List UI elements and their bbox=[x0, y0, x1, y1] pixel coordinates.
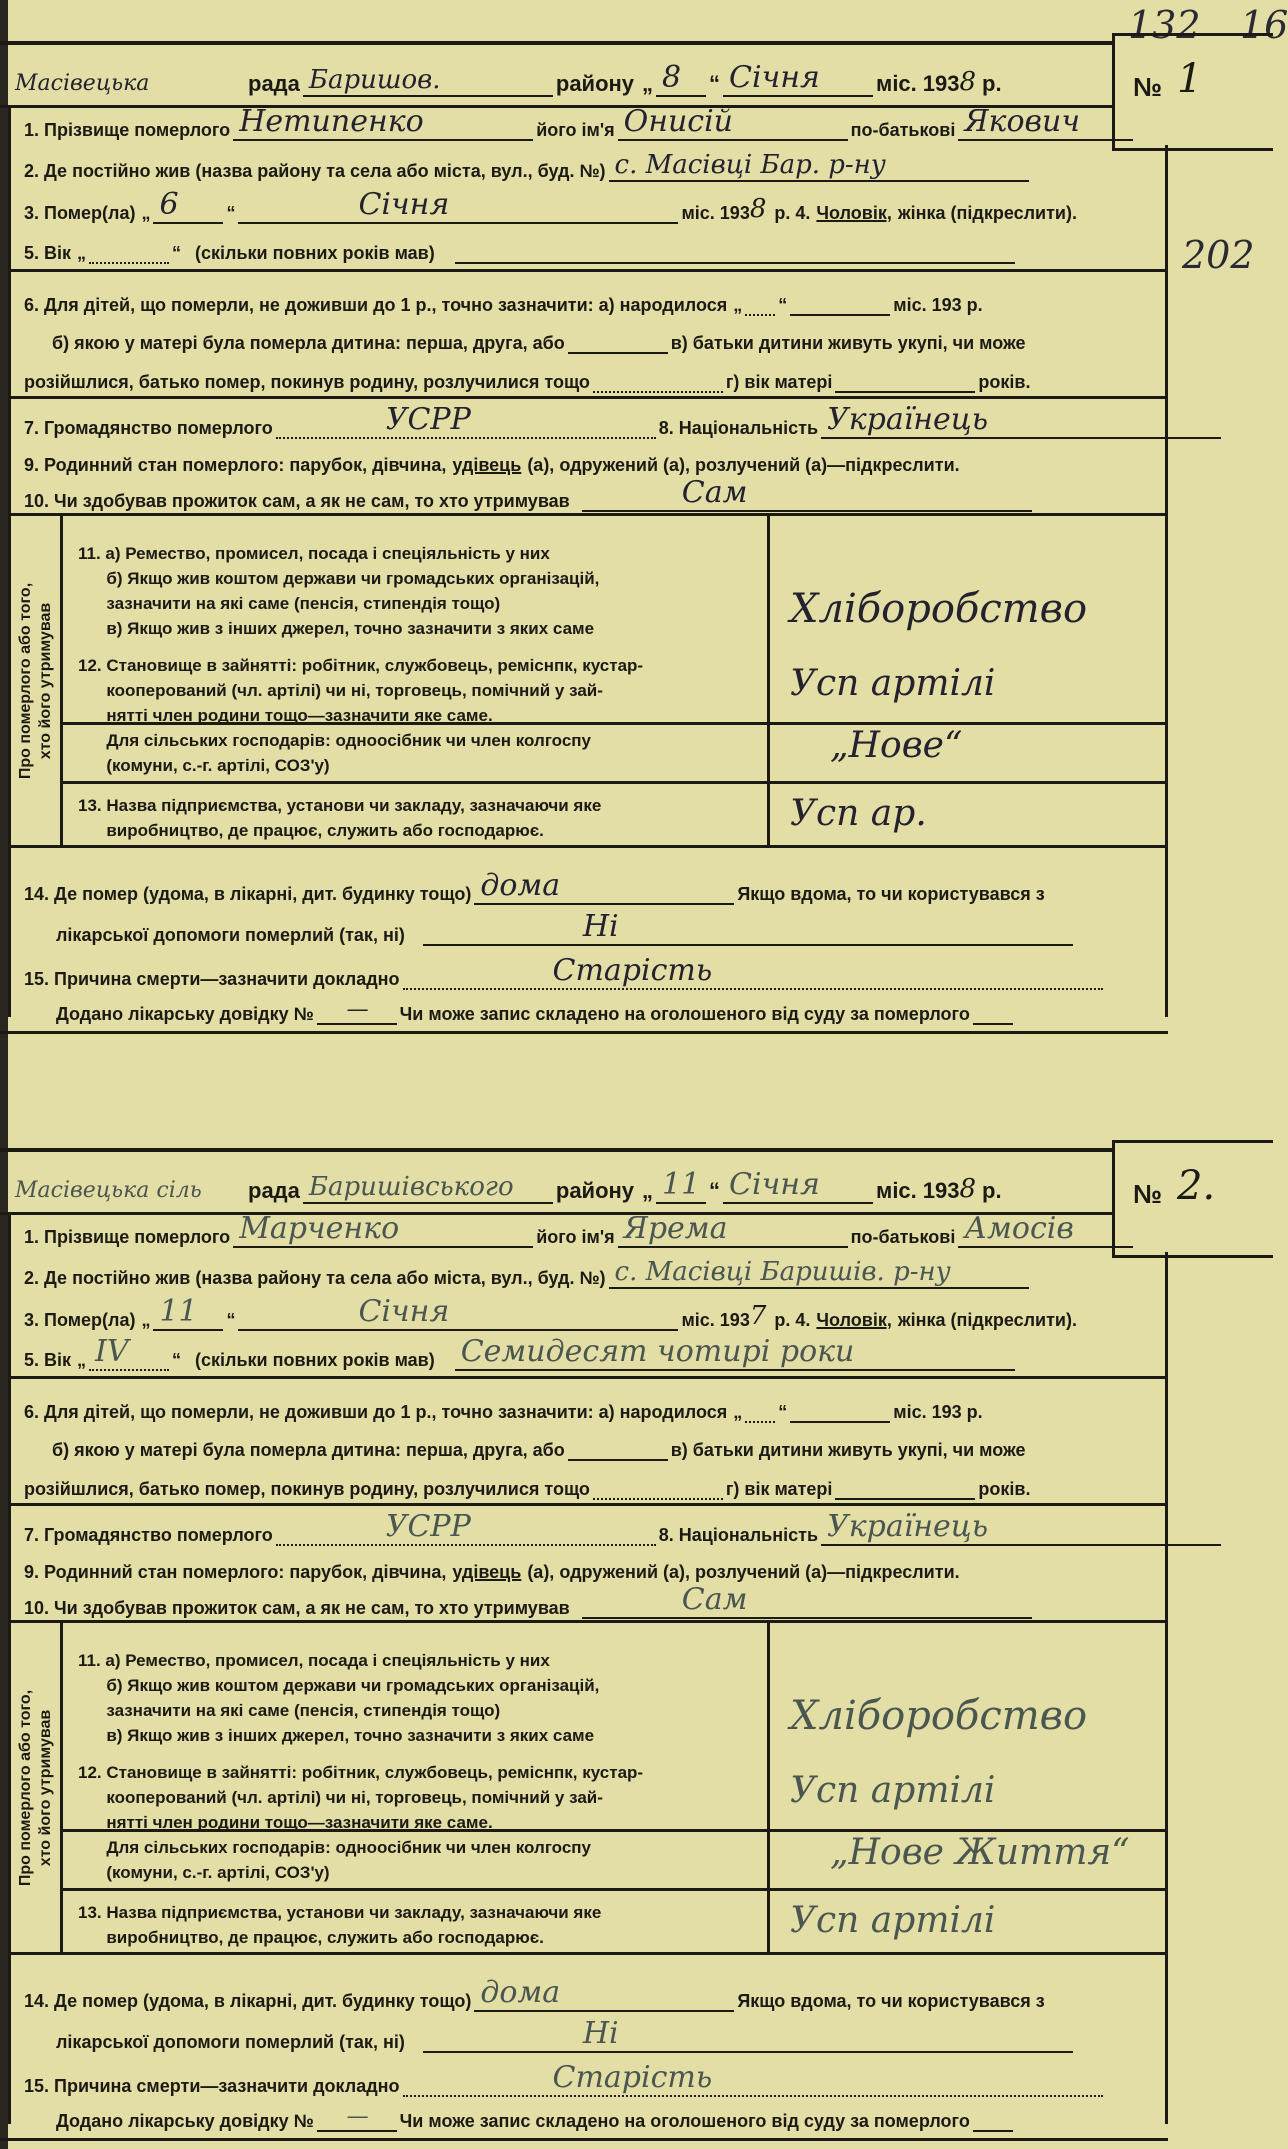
page-number-note: 132 bbox=[1128, 3, 1201, 47]
rada-label: рада bbox=[248, 71, 300, 96]
death-place-label: 14. Де помер (удома, в лікарні, дит. будинку тощо) bbox=[24, 884, 472, 904]
age-note: (скільки повних років мав) bbox=[195, 1350, 435, 1370]
residence-value: с. Масівці Баришів. р-ну bbox=[614, 1257, 951, 1287]
cause-label: 15. Причина смерти—зазначити докладно bbox=[24, 2076, 400, 2096]
quote: „ bbox=[733, 1402, 743, 1422]
nationality-value: Українець bbox=[827, 402, 989, 437]
citizenship-label: 7. Громадянство померлого bbox=[24, 1525, 273, 1545]
years-label: років. bbox=[978, 372, 1031, 392]
death-month-value: Січня bbox=[358, 187, 450, 222]
death-year-label: міс. 193 bbox=[681, 203, 750, 223]
row-marital bbox=[24, 448, 960, 476]
death-year-digit: 8 bbox=[749, 194, 767, 224]
age-label: 5. Вік bbox=[24, 243, 72, 263]
enterprise-label: 13. Назва підприємства, установи чи закладу, зазначаючи яке виробництво, де працює, служить або господарює. bbox=[78, 1903, 602, 1947]
row-cause bbox=[24, 2060, 1106, 2097]
certificate-value: — bbox=[346, 2104, 369, 2129]
parents-status-label: розійшлися, батько помер, покинув родину, розлучилися тощо bbox=[24, 1479, 590, 1499]
livelihood-label: 10. Чи здобував прожиток сам, а як не сам, то хто утримував bbox=[24, 491, 570, 511]
age-value: IV bbox=[95, 1334, 129, 1369]
enterprise-value: Усп ар. bbox=[790, 793, 927, 834]
row-certificate bbox=[56, 2104, 1016, 2132]
cause-label: 15. Причина смерти—зазначити докладно bbox=[24, 969, 400, 989]
enterprise-label: 13. Назва підприємства, установи чи закладу, зазначаючи яке виробництво, де працює, служить або господарює. bbox=[78, 796, 602, 840]
death-month-value: Січня bbox=[358, 1294, 450, 1329]
quote: “ bbox=[172, 243, 182, 263]
livelihood-value: Сам bbox=[681, 1582, 748, 1617]
patronymic-value: Амосів bbox=[964, 1211, 1074, 1246]
citizenship-value: УСРР bbox=[385, 1509, 471, 1544]
death-label: 3. Помер(ла) bbox=[24, 203, 136, 223]
surname-value: Нетипенко bbox=[239, 104, 424, 139]
quote: “ bbox=[709, 71, 721, 96]
death-place-value: дома bbox=[480, 1975, 561, 2010]
status-value-line2: „Нове Життя“ bbox=[830, 1832, 1130, 1873]
village-value: Масівецька bbox=[15, 71, 150, 96]
rada-value: Баришов. bbox=[308, 65, 441, 95]
rayon-label: району bbox=[555, 1178, 635, 1203]
row-medical-help bbox=[56, 2016, 1076, 2053]
sheet-number-note: 16 bbox=[1240, 3, 1288, 47]
year-digit: 8 bbox=[959, 67, 977, 97]
row-marital bbox=[24, 1555, 960, 1583]
mother-age-label: г) вік матері bbox=[725, 372, 833, 392]
quote: “ bbox=[226, 203, 236, 223]
status-label: 12. Становище в зайнятті: робітник, службовець, реміснпк, кустар- кооперований (чл. артілі) чи ні, торговець, помічний у зай- нятті член родини тощо—зазначити яке саме. Для сільських господарів: одноосібник чи член колгоспу (комуни, с.-г. артілі, СОЗ'у) bbox=[78, 1763, 644, 1882]
nationality-label: 8. Національність bbox=[658, 1525, 819, 1545]
patronymic-label: по-батькові bbox=[850, 120, 956, 140]
age-words-value: Семидесят чотирі роки bbox=[460, 1334, 855, 1369]
death-day-value: 6 bbox=[159, 187, 179, 222]
row-parents bbox=[24, 1472, 1030, 1500]
parents-status-label: розійшлися, батько помер, покинув родину, розлучилися тощо bbox=[24, 372, 590, 392]
row-death-place bbox=[24, 868, 1045, 905]
row-citizenship bbox=[24, 1509, 1224, 1546]
children-month-label: міс. 193 р. bbox=[893, 1402, 983, 1422]
rada-label: рада bbox=[248, 1178, 300, 1203]
day-value: 11 bbox=[662, 1167, 701, 1202]
death-year-digit: 7 bbox=[749, 1301, 767, 1331]
occupation-label: 11. а) Ремество, промисел, посада і спеціяльність у них б) Якщо жив коштом держави чи громадських організацій, зазначити на які саме (пенсія, стипендія тощо) в) Якщо жив з інших джерел, точно зазначити з яких саме bbox=[78, 544, 600, 638]
quote: „ bbox=[77, 1350, 87, 1370]
month-value: Січня bbox=[729, 1167, 820, 1202]
quote: „ bbox=[642, 1178, 654, 1203]
marital-widower-underlined: удівець bbox=[452, 455, 522, 475]
row-cause bbox=[24, 953, 1106, 990]
children-month-label: міс. 193 р. bbox=[893, 295, 983, 315]
name-value: Онисій bbox=[623, 104, 734, 139]
years-label: років. bbox=[978, 1479, 1031, 1499]
quote: “ bbox=[709, 1178, 721, 1203]
name-value: Ярема bbox=[623, 1211, 728, 1246]
status-value-line1: Усп артілі bbox=[790, 1770, 996, 1811]
surname-label: 1. Прізвище померлого bbox=[24, 1227, 231, 1247]
occupation-value: Хліборобство bbox=[790, 586, 1088, 632]
row-children-born bbox=[24, 1395, 983, 1423]
row-livelihood bbox=[24, 1582, 1035, 1619]
year-prefix: 193 bbox=[922, 71, 960, 96]
nationality-label: 8. Національність bbox=[658, 418, 819, 438]
quote: „ bbox=[77, 243, 87, 263]
child-order-label: б) якою у матері була померла дитина: перша, друга, або bbox=[52, 333, 565, 353]
row-certificate bbox=[56, 997, 1016, 1025]
rayon-label: району bbox=[555, 71, 635, 96]
status-value-line2: „Нове“ bbox=[830, 725, 963, 766]
year-suffix: р. bbox=[982, 71, 1002, 96]
cause-value: Старість bbox=[552, 953, 713, 988]
side-number-note: 202 bbox=[1182, 233, 1255, 277]
death-year-label: міс. 193 bbox=[681, 1310, 750, 1330]
year-prefix: 193 bbox=[922, 1178, 960, 1203]
age-label: 5. Вік bbox=[24, 1350, 72, 1370]
occupation-value: Хліборобство bbox=[790, 1693, 1088, 1739]
status-value-line1: Усп артілі bbox=[790, 663, 996, 704]
livelihood-label: 10. Чи здобував прожиток сам, а як не сам, то хто утримував bbox=[24, 1598, 570, 1618]
medical-help-label: лікарської допомоги померлий (так, ні) bbox=[56, 925, 405, 945]
quote: „ bbox=[141, 1310, 151, 1330]
mother-age-label: г) вік матері bbox=[725, 1479, 833, 1499]
medical-help-value: Ні bbox=[582, 909, 619, 944]
certificate-value: — bbox=[346, 997, 369, 1022]
rada-value: Баришівського bbox=[308, 1172, 514, 1202]
patronymic-value: Якович bbox=[964, 104, 1080, 139]
children-label: 6. Для дітей, що померли, не доживши до 1 р., точно зазначити: а) народилося bbox=[24, 1402, 728, 1422]
marital-widower-underlined: удівець bbox=[452, 1562, 522, 1582]
cause-value: Старість bbox=[552, 2060, 713, 2095]
citizenship-value: УСРР bbox=[385, 402, 471, 437]
name-label: його ім'я bbox=[536, 120, 615, 140]
year-digit: 8 bbox=[959, 1174, 977, 1204]
side-label-text: Про померлого або того, хто його утримував bbox=[17, 1689, 54, 1887]
medical-help-label: лікарської допомоги померлий (так, ні) bbox=[56, 2032, 405, 2052]
quote: “ bbox=[226, 1310, 236, 1330]
death-label: 3. Помер(ла) bbox=[24, 1310, 136, 1330]
record-number: 2. bbox=[1177, 1163, 1216, 1209]
patronymic-label: по-батькові bbox=[850, 1227, 956, 1247]
row-parents bbox=[24, 365, 1030, 393]
occupation-label: 11. а) Ремество, промисел, посада і спеціяльність у них б) Якщо жив коштом держави чи громадських організацій, зазначити на які саме (пенсія, стипендія тощо) в) Якщо жив з інших джерел, точно зазначити з яких саме bbox=[78, 1651, 600, 1745]
side-label-text: Про померлого або того, хто його утримував bbox=[17, 582, 54, 780]
sex-female: жінка (підкреслити). bbox=[897, 1310, 1077, 1330]
surname-label: 1. Прізвище померлого bbox=[24, 120, 231, 140]
row-child-order bbox=[52, 326, 1026, 354]
certificate-label: Додано лікарську довідку № bbox=[56, 2111, 314, 2131]
row-death-date bbox=[24, 187, 1077, 224]
age-note: (скільки повних років мав) bbox=[195, 243, 435, 263]
residence-value: с. Масівці Бар. р-ну bbox=[614, 150, 886, 180]
day-value: 8 bbox=[662, 60, 682, 95]
quote: “ bbox=[778, 1402, 788, 1422]
marital-options: (а), одружений (а), розлучений (а)—підкреслити. bbox=[527, 1562, 960, 1582]
row-residence bbox=[24, 1257, 1032, 1289]
marital-label: 9. Родинний стан померлого: парубок, дівчина, bbox=[24, 1562, 447, 1582]
quote: „ bbox=[141, 203, 151, 223]
children-label: 6. Для дітей, що померли, не доживши до 1 р., точно зазначити: а) народилося bbox=[24, 295, 728, 315]
death-place-label: 14. Де помер (удома, в лікарні, дит. будинку тощо) bbox=[24, 1991, 472, 2011]
parents-label: в) батьки дитини живуть укупі, чи може bbox=[670, 333, 1026, 353]
row-surname bbox=[24, 1211, 1136, 1248]
surname-value: Марченко bbox=[239, 1211, 400, 1246]
livelihood-value: Сам bbox=[681, 475, 748, 510]
citizenship-label: 7. Громадянство померлого bbox=[24, 418, 273, 438]
residence-label: 2. Де постійно жив (назва району та села або міста, вул., буд. №) bbox=[24, 1268, 606, 1288]
death-day-value: 11 bbox=[159, 1294, 198, 1329]
mis-label: міс. bbox=[876, 1178, 917, 1203]
number-label: № bbox=[1133, 72, 1162, 102]
mis-label: міс. bbox=[876, 71, 917, 96]
status-label: 12. Становище в зайнятті: робітник, службовець, реміснпк, кустар- кооперований (чл. артілі) чи ні, торговець, помічний у зай- нятті член родини тощо—зазначити яке саме. Для сільських господарів: одноосібник чи член колгоспу (комуни, с.-г. артілі, СОЗ'у) bbox=[78, 656, 644, 775]
side-label bbox=[14, 521, 58, 841]
death-record-form-1 bbox=[0, 41, 1280, 1041]
row-death-place bbox=[24, 1975, 1045, 2012]
death-record-form-2 bbox=[0, 1148, 1280, 2148]
court-question-label: Чи може запис складено на оголошеного від суду за померлого bbox=[399, 1004, 970, 1024]
sex-male-underlined: Чоловік, bbox=[816, 1310, 892, 1330]
nationality-value: Українець bbox=[827, 1509, 989, 1544]
row-age bbox=[24, 1334, 1018, 1371]
row-livelihood bbox=[24, 475, 1035, 512]
row-medical-help bbox=[56, 909, 1076, 946]
quote: „ bbox=[642, 71, 654, 96]
marital-options: (а), одружений (а), розлучений (а)—підкреслити. bbox=[527, 455, 960, 475]
row-child-order bbox=[52, 1433, 1026, 1461]
row-children-born bbox=[24, 288, 983, 316]
medical-help-value: Ні bbox=[582, 2016, 619, 2051]
record-number: 1 bbox=[1177, 56, 1203, 102]
sex-label: р. 4. bbox=[774, 203, 811, 223]
quote: “ bbox=[778, 295, 788, 315]
parents-label: в) батьки дитини живуть укупі, чи може bbox=[670, 1440, 1026, 1460]
medical-question-label: Якщо вдома, то чи користувався з bbox=[737, 884, 1045, 904]
enterprise-value: Усп артілі bbox=[790, 1900, 996, 1941]
row-surname bbox=[24, 104, 1136, 141]
marital-label: 9. Родинний стан померлого: парубок, дівчина, bbox=[24, 455, 447, 475]
sex-male-underlined: Чоловік, bbox=[816, 203, 892, 223]
side-label bbox=[14, 1628, 58, 1948]
row-death-date bbox=[24, 1294, 1077, 1331]
row-residence bbox=[24, 150, 1032, 182]
header-row bbox=[12, 1167, 1002, 1204]
certificate-label: Додано лікарську довідку № bbox=[56, 1004, 314, 1024]
number-label: № bbox=[1133, 1179, 1162, 1209]
row-age bbox=[24, 236, 1018, 264]
child-order-label: б) якою у матері була померла дитина: перша, друга, або bbox=[52, 1440, 565, 1460]
sex-female: жінка (підкреслити). bbox=[897, 203, 1077, 223]
village-value: Масівецька сіль bbox=[15, 1178, 202, 1203]
death-place-value: дома bbox=[480, 868, 561, 903]
quote: „ bbox=[733, 295, 743, 315]
quote: “ bbox=[172, 1350, 182, 1370]
court-question-label: Чи може запис складено на оголошеного від суду за померлого bbox=[399, 2111, 970, 2131]
sex-label: р. 4. bbox=[774, 1310, 811, 1330]
year-suffix: р. bbox=[982, 1178, 1002, 1203]
name-label: його ім'я bbox=[536, 1227, 615, 1247]
row-citizenship bbox=[24, 402, 1224, 439]
header-row bbox=[12, 60, 1002, 97]
medical-question-label: Якщо вдома, то чи користувався з bbox=[737, 1991, 1045, 2011]
residence-label: 2. Де постійно жив (назва району та села або міста, вул., буд. №) bbox=[24, 161, 606, 181]
month-value: Січня bbox=[729, 60, 820, 95]
